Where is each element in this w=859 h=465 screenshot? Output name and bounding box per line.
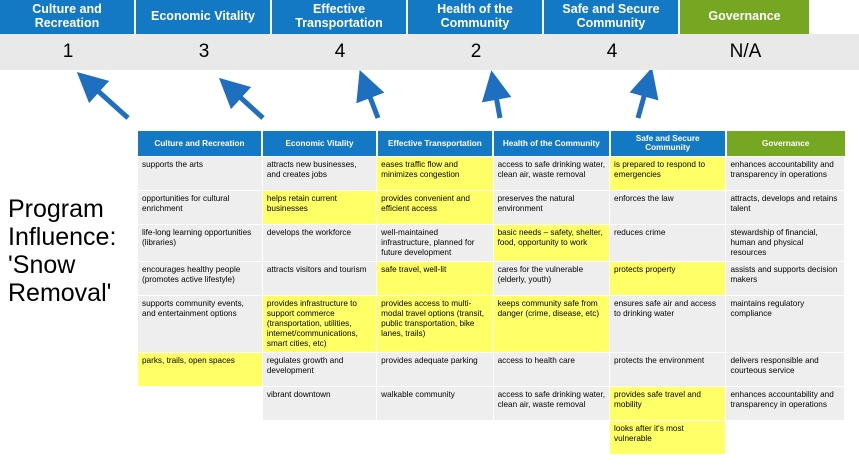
upward-arrow-1 bbox=[88, 82, 128, 118]
matrix-cell: eases traffic flow and minimizes congestion bbox=[377, 156, 493, 190]
matrix-cell: parks, trails, open spaces bbox=[138, 352, 263, 386]
matrix-cell bbox=[262, 420, 376, 454]
matrix-cell: cares for the vulnerable (elderly, youth) bbox=[493, 261, 609, 295]
matrix-cell bbox=[493, 420, 609, 454]
matrix-cell: stewardship of financial, human and physical resources bbox=[726, 224, 845, 261]
top-column-economic bbox=[136, 0, 272, 34]
matrix-cell: supports the arts bbox=[138, 156, 263, 190]
upward-arrow-3 bbox=[365, 84, 378, 118]
matrix-body bbox=[138, 156, 845, 454]
table-row bbox=[138, 352, 845, 386]
matrix-header-health: Health of the Community bbox=[493, 131, 609, 156]
matrix-header-row bbox=[138, 131, 845, 156]
matrix-header-economic: Economic Vitality bbox=[262, 131, 376, 156]
upward-arrow-2 bbox=[230, 88, 263, 118]
matrix-cell: provides safe travel and mobility bbox=[610, 386, 726, 420]
matrix-cell: provides adequate parking bbox=[377, 352, 493, 386]
score-health: 2 bbox=[470, 41, 482, 62]
matrix-cell: enhances accountability and transparency in operations bbox=[726, 386, 845, 420]
matrix-cell: keeps community safe from danger (crime, disease, etc) bbox=[493, 295, 609, 352]
matrix-cell bbox=[138, 420, 263, 454]
matrix-cell: protects the environment bbox=[610, 352, 726, 386]
matrix-cell: is prepared to respond to emergencies bbox=[610, 156, 726, 190]
matrix-cell: maintains regulatory compliance bbox=[726, 295, 845, 352]
matrix-cell: walkable community bbox=[377, 386, 493, 420]
matrix-cell: enforces the law bbox=[610, 190, 726, 224]
matrix-cell: encourages healthy people (promotes active lifestyle) bbox=[138, 261, 263, 295]
matrix-cell bbox=[138, 386, 263, 420]
table-row bbox=[138, 386, 845, 420]
top-header-transportation: Effective Transportation bbox=[272, 0, 408, 34]
matrix-cell: delivers responsible and courteous service bbox=[726, 352, 845, 386]
matrix-cell: develops the workforce bbox=[262, 224, 376, 261]
score-safe: 4 bbox=[606, 41, 618, 62]
table-row bbox=[138, 420, 845, 454]
matrix-cell: opportunities for cultural enrichment bbox=[138, 190, 263, 224]
matrix-cell: attracts, develops and retains talent bbox=[726, 190, 845, 224]
matrix-cell: well-maintained infrastructure, planned for future development bbox=[377, 224, 493, 261]
matrix-cell: regulates growth and development bbox=[262, 352, 376, 386]
matrix-cell: ensures safe air and access to drinking water bbox=[610, 295, 726, 352]
score-strip bbox=[0, 34, 859, 70]
top-header-governance: Governance bbox=[680, 0, 811, 34]
matrix-cell: vibrant downtown bbox=[262, 386, 376, 420]
matrix-cell: access to safe drinking water, clean air, waste removal bbox=[493, 156, 609, 190]
table-row bbox=[138, 224, 845, 261]
score-culture: 1 bbox=[62, 41, 74, 62]
table-row bbox=[138, 295, 845, 352]
matrix-cell: attracts visitors and tourism bbox=[262, 261, 376, 295]
matrix-header-culture: Culture and Recreation bbox=[138, 131, 263, 156]
matrix-cell: provides infrastructure to support commerce (transportation, utilities, internet/communications, smart cities, etc) bbox=[262, 295, 376, 352]
matrix-cell bbox=[377, 420, 493, 454]
matrix-cell: life-long learning opportunities (libraries) bbox=[138, 224, 263, 261]
matrix-cell: attracts new businesses, and creates jobs bbox=[262, 156, 376, 190]
score-governance: N/A bbox=[729, 41, 762, 62]
matrix-header-safe: Safe and Secure Community bbox=[610, 131, 726, 156]
table-row bbox=[138, 156, 845, 190]
matrix-cell: helps retain current businesses bbox=[262, 190, 376, 224]
top-column-governance bbox=[680, 0, 811, 34]
matrix-cell: assists and supports decision makers bbox=[726, 261, 845, 295]
program-influence-label: Program Influence: 'Snow Removal' bbox=[8, 195, 117, 307]
score-transportation: 4 bbox=[334, 41, 346, 62]
matrix-header-transportation: Effective Transportation bbox=[377, 131, 493, 156]
top-column-transportation bbox=[272, 0, 408, 34]
table-row bbox=[138, 190, 845, 224]
matrix-cell: access to safe drinking water, clean air, waste removal bbox=[493, 386, 609, 420]
top-header-health: Health of the Community bbox=[408, 0, 544, 34]
matrix-cell: looks after it's most vulnerable bbox=[610, 420, 726, 454]
scorecard-header-strip bbox=[0, 0, 859, 34]
top-header-culture: Culture and Recreation bbox=[0, 0, 136, 34]
matrix-cell: enhances accountability and transparency in operations bbox=[726, 156, 845, 190]
matrix-cell: protects property bbox=[610, 261, 726, 295]
score-economic: 3 bbox=[198, 41, 210, 62]
matrix-cell bbox=[726, 420, 845, 454]
matrix-cell: supports community events, and entertainment options bbox=[138, 295, 263, 352]
top-column-safe bbox=[544, 0, 680, 34]
upward-arrow-4 bbox=[494, 85, 500, 118]
matrix-cell: basic needs – safety, shelter, food, opportunity to work bbox=[493, 224, 609, 261]
top-header-safe: Safe and Secure Community bbox=[544, 0, 680, 34]
matrix-cell: safe travel, well-lit bbox=[377, 261, 493, 295]
matrix-header-governance: Governance bbox=[726, 131, 845, 156]
arrow-group bbox=[0, 70, 859, 132]
matrix-cell: provides convenient and efficient access bbox=[377, 190, 493, 224]
top-column-culture bbox=[0, 0, 136, 34]
upward-arrow-5 bbox=[638, 82, 648, 118]
top-column-health bbox=[408, 0, 544, 34]
matrix-cell: provides access to multi-modal travel options (transit, public transportation, bike lanes, trails) bbox=[377, 295, 493, 352]
influence-matrix bbox=[137, 131, 845, 455]
matrix-cell: reduces crime bbox=[610, 224, 726, 261]
matrix-cell: preserves the natural environment bbox=[493, 190, 609, 224]
top-header-economic: Economic Vitality bbox=[136, 0, 272, 34]
table-row bbox=[138, 261, 845, 295]
matrix-cell: access to health care bbox=[493, 352, 609, 386]
